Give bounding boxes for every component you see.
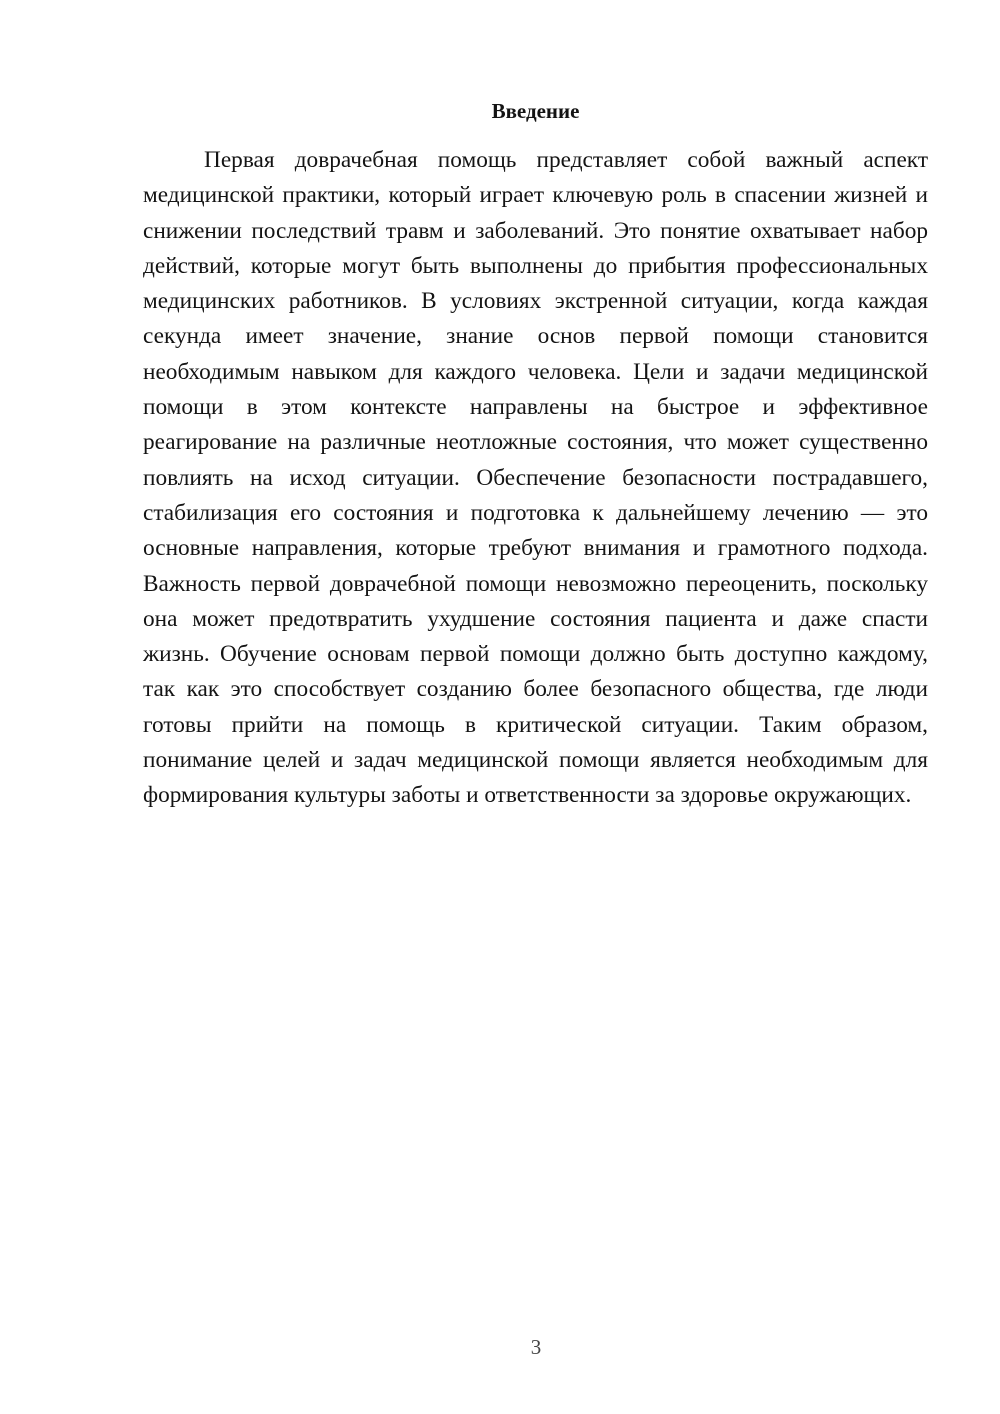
- page-number: 3: [530, 1335, 542, 1359]
- body-paragraph: Первая доврачебная помощь представляет собой важный аспект медицинской практики, который играет ключевую роль в спасении жизней и снижении последствий травм и заболеваний. Это понятие охватывает набор действий, которые могут быть выполнены до прибытия профессиональных медицинских работников. В условиях экстренной ситуации, когда каждая секунда имеет значение, знание основ первой помощи становится необходимым навыком для каждого человека. Цели и задачи медицинской помощи в этом контексте направлены на быстрое и эффективное реагирование на различные неотложные состояния, что может существенно повлиять на исход ситуации. Обеспечение безопасности пострадавшего, стабилизация его состояния и подготовка к дальнейшему лечению — это основные направления, которые требуют внимания и грамотного подхода. Важность первой доврачебной помощи невозможно переоценить, поскольку она может предотвратить ухудшение состояния пациента и даже спасти жизнь. Обучение основам первой помощи должно быть доступно каждому, так как это способствует созданию более безопасного общества, где люди готовы прийти на помощь в критической ситуации. Таким образом, понимание целей и задач медицинской помощи является необходимым для формирования культуры заботы и ответственности за здоровье окружающих.: [143, 147, 928, 809]
- section-heading: Введение: [491, 99, 580, 123]
